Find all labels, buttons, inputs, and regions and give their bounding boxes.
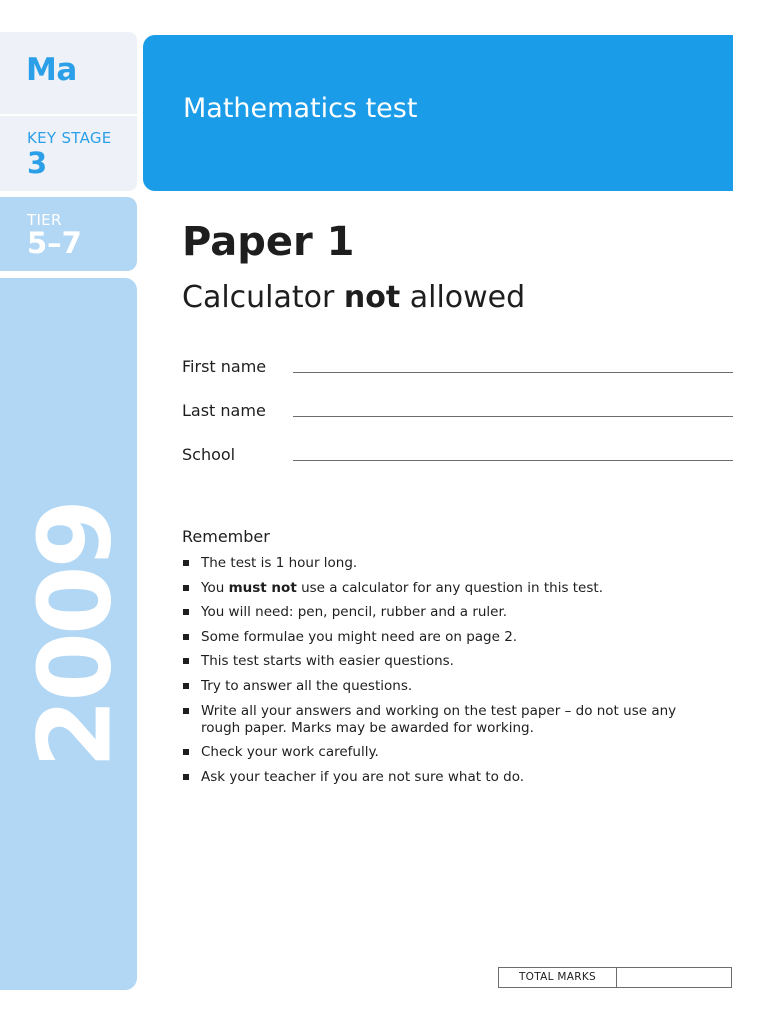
bullet-square-icon — [183, 708, 189, 714]
instruction-text: Some formulae you might need are on page 2. — [201, 628, 518, 645]
instruction-text-bold: must not — [228, 579, 297, 596]
bullet-square-icon — [183, 560, 189, 566]
tier-value: 5–7 — [27, 226, 82, 260]
total-marks-box — [498, 967, 732, 988]
bullet-square-icon — [183, 634, 189, 640]
instruction-text: Check your work carefully. — [201, 744, 379, 761]
calculator-notice-prefix: Calculator — [182, 280, 344, 315]
paper-title: Paper 1 — [182, 219, 355, 265]
instruction-text: Ask your teacher if you are not sure what to do. — [201, 768, 525, 785]
instruction-item — [183, 555, 703, 572]
calculator-notice — [182, 280, 525, 315]
instruction-item — [183, 604, 703, 621]
last-name-field[interactable] — [293, 416, 733, 417]
bullet-square-icon — [183, 658, 189, 664]
year-label: 2009 — [16, 501, 134, 769]
tier-label: TIER — [27, 211, 62, 229]
instruction-item — [183, 678, 703, 695]
instruction-item — [183, 769, 703, 786]
test-title: Mathematics test — [183, 93, 418, 124]
instructions-list — [183, 555, 703, 793]
instruction-text-post: use a calculator for any question in this test. — [296, 579, 603, 596]
bullet-square-icon — [183, 585, 189, 591]
school-field[interactable] — [293, 460, 733, 461]
key-stage-label: KEY STAGE — [27, 129, 112, 147]
instruction-text: The test is 1 hour long. — [201, 555, 358, 571]
total-marks-field[interactable] — [617, 968, 731, 987]
bullet-square-icon — [183, 774, 189, 780]
instruction-text: This test starts with easier questions. — [201, 653, 454, 670]
instruction-item — [183, 629, 703, 646]
sidebar-divider — [0, 114, 137, 116]
instruction-text: Write all your answers and working on the test paper – do not use any rough paper. Marks may be awarded for working. — [201, 702, 677, 736]
calculator-notice-emphasis: not — [343, 280, 401, 315]
first-name-field[interactable] — [293, 372, 733, 373]
subject-code: Ma — [26, 52, 77, 88]
key-stage-value: 3 — [27, 146, 48, 180]
total-marks-label: TOTAL MARKS — [499, 968, 617, 987]
instruction-text: You will need: pen, pencil, rubber and a ruler. — [201, 604, 508, 621]
last-name-label: Last name — [182, 401, 266, 420]
calculator-notice-suffix: allowed — [400, 280, 526, 315]
instruction-item — [183, 580, 703, 597]
instruction-text-pre: You — [201, 579, 229, 596]
instruction-item — [183, 744, 703, 761]
bullet-square-icon — [183, 749, 189, 755]
school-label: School — [182, 445, 236, 464]
remember-heading: Remember — [182, 527, 270, 546]
first-name-label: First name — [182, 357, 267, 376]
bullet-square-icon — [183, 683, 189, 689]
instruction-item — [183, 653, 703, 670]
bullet-square-icon — [183, 609, 189, 615]
instruction-text: Try to answer all the questions. — [201, 677, 413, 694]
instruction-item — [183, 703, 703, 737]
